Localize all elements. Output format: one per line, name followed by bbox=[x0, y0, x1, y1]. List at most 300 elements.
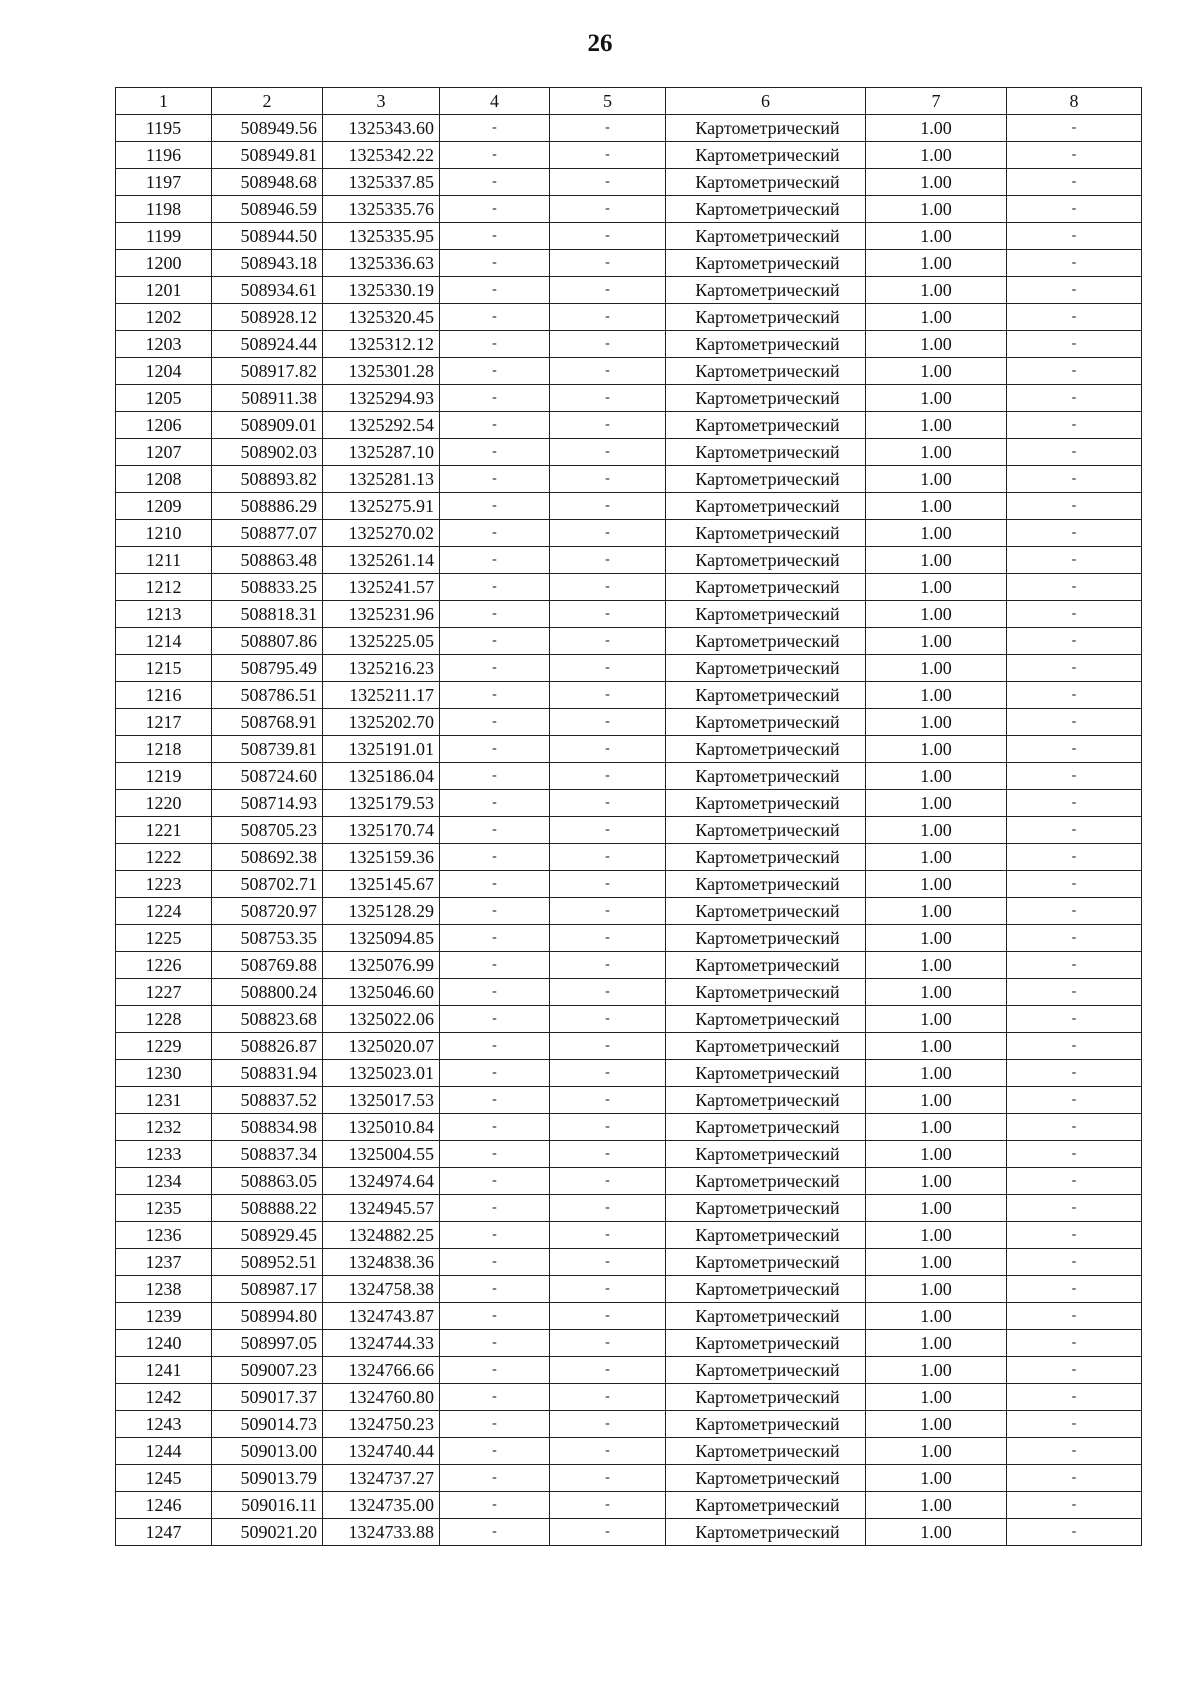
point-number-cell: 1241 bbox=[116, 1357, 212, 1384]
table-row bbox=[116, 763, 1142, 790]
y-coordinate-cell: 1325094.85 bbox=[323, 925, 440, 952]
x-coordinate-cell: 509013.79 bbox=[212, 1465, 323, 1492]
x-coordinate-cell: 508834.98 bbox=[212, 1114, 323, 1141]
table-row bbox=[116, 601, 1142, 628]
y-coordinate-cell: 1325186.04 bbox=[323, 763, 440, 790]
table-row bbox=[116, 1033, 1142, 1060]
col-5-cell: - bbox=[550, 1438, 666, 1465]
point-number-cell: 1221 bbox=[116, 817, 212, 844]
point-number-cell: 1228 bbox=[116, 1006, 212, 1033]
y-coordinate-cell: 1325216.23 bbox=[323, 655, 440, 682]
col-5-cell: - bbox=[550, 1519, 666, 1546]
accuracy-cell: 1.00 bbox=[866, 304, 1007, 331]
accuracy-cell: 1.00 bbox=[866, 412, 1007, 439]
col-5-cell: - bbox=[550, 682, 666, 709]
point-number-cell: 1223 bbox=[116, 871, 212, 898]
y-coordinate-cell: 1325343.60 bbox=[323, 115, 440, 142]
x-coordinate-cell: 508720.97 bbox=[212, 898, 323, 925]
accuracy-cell: 1.00 bbox=[866, 1357, 1007, 1384]
col-8-cell: - bbox=[1007, 1330, 1142, 1357]
method-cell: Картометрический bbox=[666, 574, 866, 601]
col-4-cell: - bbox=[440, 736, 550, 763]
y-coordinate-cell: 1325342.22 bbox=[323, 142, 440, 169]
y-coordinate-cell: 1325287.10 bbox=[323, 439, 440, 466]
method-cell: Картометрический bbox=[666, 412, 866, 439]
col-4-cell: - bbox=[440, 1087, 550, 1114]
accuracy-cell: 1.00 bbox=[866, 1519, 1007, 1546]
col-8-cell: - bbox=[1007, 1384, 1142, 1411]
header-col-4: 4 bbox=[440, 88, 550, 115]
accuracy-cell: 1.00 bbox=[866, 1411, 1007, 1438]
accuracy-cell: 1.00 bbox=[866, 358, 1007, 385]
x-coordinate-cell: 508987.17 bbox=[212, 1276, 323, 1303]
table-row bbox=[116, 115, 1142, 142]
y-coordinate-cell: 1324758.38 bbox=[323, 1276, 440, 1303]
x-coordinate-cell: 508833.25 bbox=[212, 574, 323, 601]
col-4-cell: - bbox=[440, 601, 550, 628]
col-4-cell: - bbox=[440, 1033, 550, 1060]
method-cell: Картометрический bbox=[666, 952, 866, 979]
table-row bbox=[116, 385, 1142, 412]
col-5-cell: - bbox=[550, 304, 666, 331]
accuracy-cell: 1.00 bbox=[866, 1087, 1007, 1114]
point-number-cell: 1202 bbox=[116, 304, 212, 331]
col-4-cell: - bbox=[440, 1222, 550, 1249]
accuracy-cell: 1.00 bbox=[866, 547, 1007, 574]
point-number-cell: 1198 bbox=[116, 196, 212, 223]
method-cell: Картометрический bbox=[666, 223, 866, 250]
col-5-cell: - bbox=[550, 115, 666, 142]
col-8-cell: - bbox=[1007, 331, 1142, 358]
point-number-cell: 1213 bbox=[116, 601, 212, 628]
y-coordinate-cell: 1325337.85 bbox=[323, 169, 440, 196]
col-5-cell: - bbox=[550, 1114, 666, 1141]
method-cell: Картометрический bbox=[666, 142, 866, 169]
accuracy-cell: 1.00 bbox=[866, 898, 1007, 925]
x-coordinate-cell: 508949.56 bbox=[212, 115, 323, 142]
col-5-cell: - bbox=[550, 1492, 666, 1519]
method-cell: Картометрический bbox=[666, 196, 866, 223]
x-coordinate-cell: 508823.68 bbox=[212, 1006, 323, 1033]
col-5-cell: - bbox=[550, 1168, 666, 1195]
col-8-cell: - bbox=[1007, 682, 1142, 709]
col-4-cell: - bbox=[440, 358, 550, 385]
col-5-cell: - bbox=[550, 601, 666, 628]
y-coordinate-cell: 1325211.17 bbox=[323, 682, 440, 709]
accuracy-cell: 1.00 bbox=[866, 115, 1007, 142]
col-5-cell: - bbox=[550, 412, 666, 439]
col-8-cell: - bbox=[1007, 1222, 1142, 1249]
x-coordinate-cell: 508909.01 bbox=[212, 412, 323, 439]
point-number-cell: 1233 bbox=[116, 1141, 212, 1168]
y-coordinate-cell: 1324750.23 bbox=[323, 1411, 440, 1438]
method-cell: Картометрический bbox=[666, 925, 866, 952]
method-cell: Картометрический bbox=[666, 1330, 866, 1357]
accuracy-cell: 1.00 bbox=[866, 1195, 1007, 1222]
y-coordinate-cell: 1324838.36 bbox=[323, 1249, 440, 1276]
method-cell: Картометрический bbox=[666, 385, 866, 412]
col-4-cell: - bbox=[440, 790, 550, 817]
table-row bbox=[116, 1087, 1142, 1114]
x-coordinate-cell: 508826.87 bbox=[212, 1033, 323, 1060]
method-cell: Картометрический bbox=[666, 979, 866, 1006]
point-number-cell: 1195 bbox=[116, 115, 212, 142]
method-cell: Картометрический bbox=[666, 1222, 866, 1249]
method-cell: Картометрический bbox=[666, 817, 866, 844]
header-col-3: 3 bbox=[323, 88, 440, 115]
col-5-cell: - bbox=[550, 439, 666, 466]
col-5-cell: - bbox=[550, 196, 666, 223]
point-number-cell: 1225 bbox=[116, 925, 212, 952]
col-4-cell: - bbox=[440, 1141, 550, 1168]
y-coordinate-cell: 1325294.93 bbox=[323, 385, 440, 412]
accuracy-cell: 1.00 bbox=[866, 871, 1007, 898]
y-coordinate-cell: 1324760.80 bbox=[323, 1384, 440, 1411]
col-5-cell: - bbox=[550, 898, 666, 925]
col-5-cell: - bbox=[550, 1195, 666, 1222]
col-4-cell: - bbox=[440, 763, 550, 790]
method-cell: Картометрический bbox=[666, 1033, 866, 1060]
x-coordinate-cell: 508924.44 bbox=[212, 331, 323, 358]
x-coordinate-cell: 508724.60 bbox=[212, 763, 323, 790]
method-cell: Картометрический bbox=[666, 1276, 866, 1303]
header-col-2: 2 bbox=[212, 88, 323, 115]
col-5-cell: - bbox=[550, 223, 666, 250]
col-5-cell: - bbox=[550, 1087, 666, 1114]
table-row bbox=[116, 466, 1142, 493]
method-cell: Картометрический bbox=[666, 1411, 866, 1438]
col-8-cell: - bbox=[1007, 898, 1142, 925]
col-8-cell: - bbox=[1007, 601, 1142, 628]
accuracy-cell: 1.00 bbox=[866, 520, 1007, 547]
y-coordinate-cell: 1325281.13 bbox=[323, 466, 440, 493]
col-8-cell: - bbox=[1007, 1033, 1142, 1060]
table-row bbox=[116, 817, 1142, 844]
col-5-cell: - bbox=[550, 1303, 666, 1330]
accuracy-cell: 1.00 bbox=[866, 628, 1007, 655]
table-row bbox=[116, 1330, 1142, 1357]
table-row bbox=[116, 1114, 1142, 1141]
table-row bbox=[116, 304, 1142, 331]
method-cell: Картометрический bbox=[666, 1465, 866, 1492]
col-4-cell: - bbox=[440, 925, 550, 952]
x-coordinate-cell: 508877.07 bbox=[212, 520, 323, 547]
col-8-cell: - bbox=[1007, 115, 1142, 142]
col-4-cell: - bbox=[440, 1168, 550, 1195]
col-4-cell: - bbox=[440, 142, 550, 169]
accuracy-cell: 1.00 bbox=[866, 1006, 1007, 1033]
col-4-cell: - bbox=[440, 304, 550, 331]
point-number-cell: 1227 bbox=[116, 979, 212, 1006]
method-cell: Картометрический bbox=[666, 1357, 866, 1384]
y-coordinate-cell: 1325330.19 bbox=[323, 277, 440, 304]
col-4-cell: - bbox=[440, 898, 550, 925]
accuracy-cell: 1.00 bbox=[866, 1492, 1007, 1519]
method-cell: Картометрический bbox=[666, 898, 866, 925]
col-4-cell: - bbox=[440, 709, 550, 736]
accuracy-cell: 1.00 bbox=[866, 1330, 1007, 1357]
accuracy-cell: 1.00 bbox=[866, 952, 1007, 979]
y-coordinate-cell: 1324740.44 bbox=[323, 1438, 440, 1465]
col-8-cell: - bbox=[1007, 1357, 1142, 1384]
col-5-cell: - bbox=[550, 358, 666, 385]
x-coordinate-cell: 508888.22 bbox=[212, 1195, 323, 1222]
col-5-cell: - bbox=[550, 979, 666, 1006]
table-row bbox=[116, 493, 1142, 520]
y-coordinate-cell: 1325335.95 bbox=[323, 223, 440, 250]
col-5-cell: - bbox=[550, 952, 666, 979]
method-cell: Картометрический bbox=[666, 520, 866, 547]
col-4-cell: - bbox=[440, 439, 550, 466]
point-number-cell: 1239 bbox=[116, 1303, 212, 1330]
col-4-cell: - bbox=[440, 1276, 550, 1303]
point-number-cell: 1196 bbox=[116, 142, 212, 169]
y-coordinate-cell: 1325225.05 bbox=[323, 628, 440, 655]
point-number-cell: 1238 bbox=[116, 1276, 212, 1303]
method-cell: Картометрический bbox=[666, 1384, 866, 1411]
col-8-cell: - bbox=[1007, 1114, 1142, 1141]
y-coordinate-cell: 1325320.45 bbox=[323, 304, 440, 331]
method-cell: Картометрический bbox=[666, 277, 866, 304]
col-5-cell: - bbox=[550, 520, 666, 547]
col-4-cell: - bbox=[440, 547, 550, 574]
accuracy-cell: 1.00 bbox=[866, 1249, 1007, 1276]
x-coordinate-cell: 508949.81 bbox=[212, 142, 323, 169]
point-number-cell: 1210 bbox=[116, 520, 212, 547]
y-coordinate-cell: 1325202.70 bbox=[323, 709, 440, 736]
col-5-cell: - bbox=[550, 142, 666, 169]
point-number-cell: 1209 bbox=[116, 493, 212, 520]
x-coordinate-cell: 509013.00 bbox=[212, 1438, 323, 1465]
accuracy-cell: 1.00 bbox=[866, 925, 1007, 952]
method-cell: Картометрический bbox=[666, 1519, 866, 1546]
y-coordinate-cell: 1325010.84 bbox=[323, 1114, 440, 1141]
x-coordinate-cell: 508943.18 bbox=[212, 250, 323, 277]
method-cell: Картометрический bbox=[666, 331, 866, 358]
col-4-cell: - bbox=[440, 1465, 550, 1492]
accuracy-cell: 1.00 bbox=[866, 682, 1007, 709]
x-coordinate-cell: 509007.23 bbox=[212, 1357, 323, 1384]
col-5-cell: - bbox=[550, 1060, 666, 1087]
y-coordinate-cell: 1325128.29 bbox=[323, 898, 440, 925]
accuracy-cell: 1.00 bbox=[866, 1465, 1007, 1492]
col-8-cell: - bbox=[1007, 736, 1142, 763]
col-4-cell: - bbox=[440, 1384, 550, 1411]
col-8-cell: - bbox=[1007, 493, 1142, 520]
point-number-cell: 1199 bbox=[116, 223, 212, 250]
y-coordinate-cell: 1324974.64 bbox=[323, 1168, 440, 1195]
col-4-cell: - bbox=[440, 385, 550, 412]
col-8-cell: - bbox=[1007, 223, 1142, 250]
table-row bbox=[116, 1357, 1142, 1384]
col-4-cell: - bbox=[440, 1438, 550, 1465]
x-coordinate-cell: 508753.35 bbox=[212, 925, 323, 952]
x-coordinate-cell: 509014.73 bbox=[212, 1411, 323, 1438]
col-4-cell: - bbox=[440, 277, 550, 304]
col-8-cell: - bbox=[1007, 142, 1142, 169]
point-number-cell: 1201 bbox=[116, 277, 212, 304]
table-row bbox=[116, 1438, 1142, 1465]
method-cell: Картометрический bbox=[666, 1114, 866, 1141]
accuracy-cell: 1.00 bbox=[866, 817, 1007, 844]
col-8-cell: - bbox=[1007, 196, 1142, 223]
col-4-cell: - bbox=[440, 115, 550, 142]
col-8-cell: - bbox=[1007, 520, 1142, 547]
method-cell: Картометрический bbox=[666, 115, 866, 142]
col-5-cell: - bbox=[550, 277, 666, 304]
col-4-cell: - bbox=[440, 466, 550, 493]
col-8-cell: - bbox=[1007, 1141, 1142, 1168]
col-5-cell: - bbox=[550, 871, 666, 898]
y-coordinate-cell: 1324945.57 bbox=[323, 1195, 440, 1222]
y-coordinate-cell: 1325022.06 bbox=[323, 1006, 440, 1033]
point-number-cell: 1236 bbox=[116, 1222, 212, 1249]
accuracy-cell: 1.00 bbox=[866, 493, 1007, 520]
table-row bbox=[116, 736, 1142, 763]
col-5-cell: - bbox=[550, 466, 666, 493]
table-row bbox=[116, 925, 1142, 952]
col-5-cell: - bbox=[550, 1033, 666, 1060]
point-number-cell: 1237 bbox=[116, 1249, 212, 1276]
accuracy-cell: 1.00 bbox=[866, 601, 1007, 628]
x-coordinate-cell: 508934.61 bbox=[212, 277, 323, 304]
col-5-cell: - bbox=[550, 925, 666, 952]
y-coordinate-cell: 1324737.27 bbox=[323, 1465, 440, 1492]
y-coordinate-cell: 1324744.33 bbox=[323, 1330, 440, 1357]
accuracy-cell: 1.00 bbox=[866, 169, 1007, 196]
point-number-cell: 1212 bbox=[116, 574, 212, 601]
method-cell: Картометрический bbox=[666, 1195, 866, 1222]
accuracy-cell: 1.00 bbox=[866, 439, 1007, 466]
header-col-8: 8 bbox=[1007, 88, 1142, 115]
table-row bbox=[116, 223, 1142, 250]
col-5-cell: - bbox=[550, 1006, 666, 1033]
method-cell: Картометрический bbox=[666, 493, 866, 520]
method-cell: Картометрический bbox=[666, 655, 866, 682]
table-row bbox=[116, 1195, 1142, 1222]
header-col-1: 1 bbox=[116, 88, 212, 115]
y-coordinate-cell: 1324766.66 bbox=[323, 1357, 440, 1384]
x-coordinate-cell: 508948.68 bbox=[212, 169, 323, 196]
col-8-cell: - bbox=[1007, 979, 1142, 1006]
x-coordinate-cell: 508863.48 bbox=[212, 547, 323, 574]
y-coordinate-cell: 1324882.25 bbox=[323, 1222, 440, 1249]
method-cell: Картометрический bbox=[666, 1168, 866, 1195]
y-coordinate-cell: 1325241.57 bbox=[323, 574, 440, 601]
point-number-cell: 1220 bbox=[116, 790, 212, 817]
method-cell: Картометрический bbox=[666, 169, 866, 196]
table-row bbox=[116, 547, 1142, 574]
col-4-cell: - bbox=[440, 1114, 550, 1141]
table-row bbox=[116, 1492, 1142, 1519]
accuracy-cell: 1.00 bbox=[866, 1033, 1007, 1060]
method-cell: Картометрический bbox=[666, 628, 866, 655]
x-coordinate-cell: 508997.05 bbox=[212, 1330, 323, 1357]
col-4-cell: - bbox=[440, 1411, 550, 1438]
point-number-cell: 1197 bbox=[116, 169, 212, 196]
col-8-cell: - bbox=[1007, 655, 1142, 682]
x-coordinate-cell: 509016.11 bbox=[212, 1492, 323, 1519]
point-number-cell: 1206 bbox=[116, 412, 212, 439]
y-coordinate-cell: 1325312.12 bbox=[323, 331, 440, 358]
col-8-cell: - bbox=[1007, 709, 1142, 736]
table-row bbox=[116, 250, 1142, 277]
table-row bbox=[116, 331, 1142, 358]
col-4-cell: - bbox=[440, 979, 550, 1006]
col-8-cell: - bbox=[1007, 1465, 1142, 1492]
col-5-cell: - bbox=[550, 169, 666, 196]
point-number-cell: 1244 bbox=[116, 1438, 212, 1465]
x-coordinate-cell: 508952.51 bbox=[212, 1249, 323, 1276]
accuracy-cell: 1.00 bbox=[866, 709, 1007, 736]
y-coordinate-cell: 1325336.63 bbox=[323, 250, 440, 277]
method-cell: Картометрический bbox=[666, 547, 866, 574]
col-4-cell: - bbox=[440, 1006, 550, 1033]
col-8-cell: - bbox=[1007, 439, 1142, 466]
table-row bbox=[116, 1168, 1142, 1195]
col-8-cell: - bbox=[1007, 1168, 1142, 1195]
col-8-cell: - bbox=[1007, 1087, 1142, 1114]
y-coordinate-cell: 1325292.54 bbox=[323, 412, 440, 439]
table-row bbox=[116, 871, 1142, 898]
col-5-cell: - bbox=[550, 1222, 666, 1249]
col-4-cell: - bbox=[440, 169, 550, 196]
table-row bbox=[116, 169, 1142, 196]
col-8-cell: - bbox=[1007, 790, 1142, 817]
col-5-cell: - bbox=[550, 736, 666, 763]
y-coordinate-cell: 1324735.00 bbox=[323, 1492, 440, 1519]
col-8-cell: - bbox=[1007, 952, 1142, 979]
col-4-cell: - bbox=[440, 655, 550, 682]
col-4-cell: - bbox=[440, 1330, 550, 1357]
col-4-cell: - bbox=[440, 844, 550, 871]
method-cell: Картометрический bbox=[666, 1492, 866, 1519]
table-row bbox=[116, 1411, 1142, 1438]
x-coordinate-cell: 508807.86 bbox=[212, 628, 323, 655]
method-cell: Картометрический bbox=[666, 1087, 866, 1114]
col-8-cell: - bbox=[1007, 466, 1142, 493]
col-8-cell: - bbox=[1007, 358, 1142, 385]
col-4-cell: - bbox=[440, 952, 550, 979]
x-coordinate-cell: 508818.31 bbox=[212, 601, 323, 628]
col-5-cell: - bbox=[550, 1141, 666, 1168]
col-8-cell: - bbox=[1007, 1276, 1142, 1303]
coordinates-table bbox=[115, 87, 1142, 1546]
accuracy-cell: 1.00 bbox=[866, 331, 1007, 358]
point-number-cell: 1211 bbox=[116, 547, 212, 574]
x-coordinate-cell: 508929.45 bbox=[212, 1222, 323, 1249]
x-coordinate-cell: 508886.29 bbox=[212, 493, 323, 520]
table-row bbox=[116, 682, 1142, 709]
method-cell: Картометрический bbox=[666, 871, 866, 898]
y-coordinate-cell: 1325179.53 bbox=[323, 790, 440, 817]
y-coordinate-cell: 1325020.07 bbox=[323, 1033, 440, 1060]
accuracy-cell: 1.00 bbox=[866, 736, 1007, 763]
table-header-row bbox=[116, 88, 1142, 115]
col-8-cell: - bbox=[1007, 1195, 1142, 1222]
table-row bbox=[116, 439, 1142, 466]
table-row bbox=[116, 628, 1142, 655]
method-cell: Картометрический bbox=[666, 844, 866, 871]
point-number-cell: 1234 bbox=[116, 1168, 212, 1195]
point-number-cell: 1219 bbox=[116, 763, 212, 790]
col-5-cell: - bbox=[550, 790, 666, 817]
accuracy-cell: 1.00 bbox=[866, 1060, 1007, 1087]
table-row bbox=[116, 1060, 1142, 1087]
point-number-cell: 1235 bbox=[116, 1195, 212, 1222]
point-number-cell: 1247 bbox=[116, 1519, 212, 1546]
accuracy-cell: 1.00 bbox=[866, 250, 1007, 277]
